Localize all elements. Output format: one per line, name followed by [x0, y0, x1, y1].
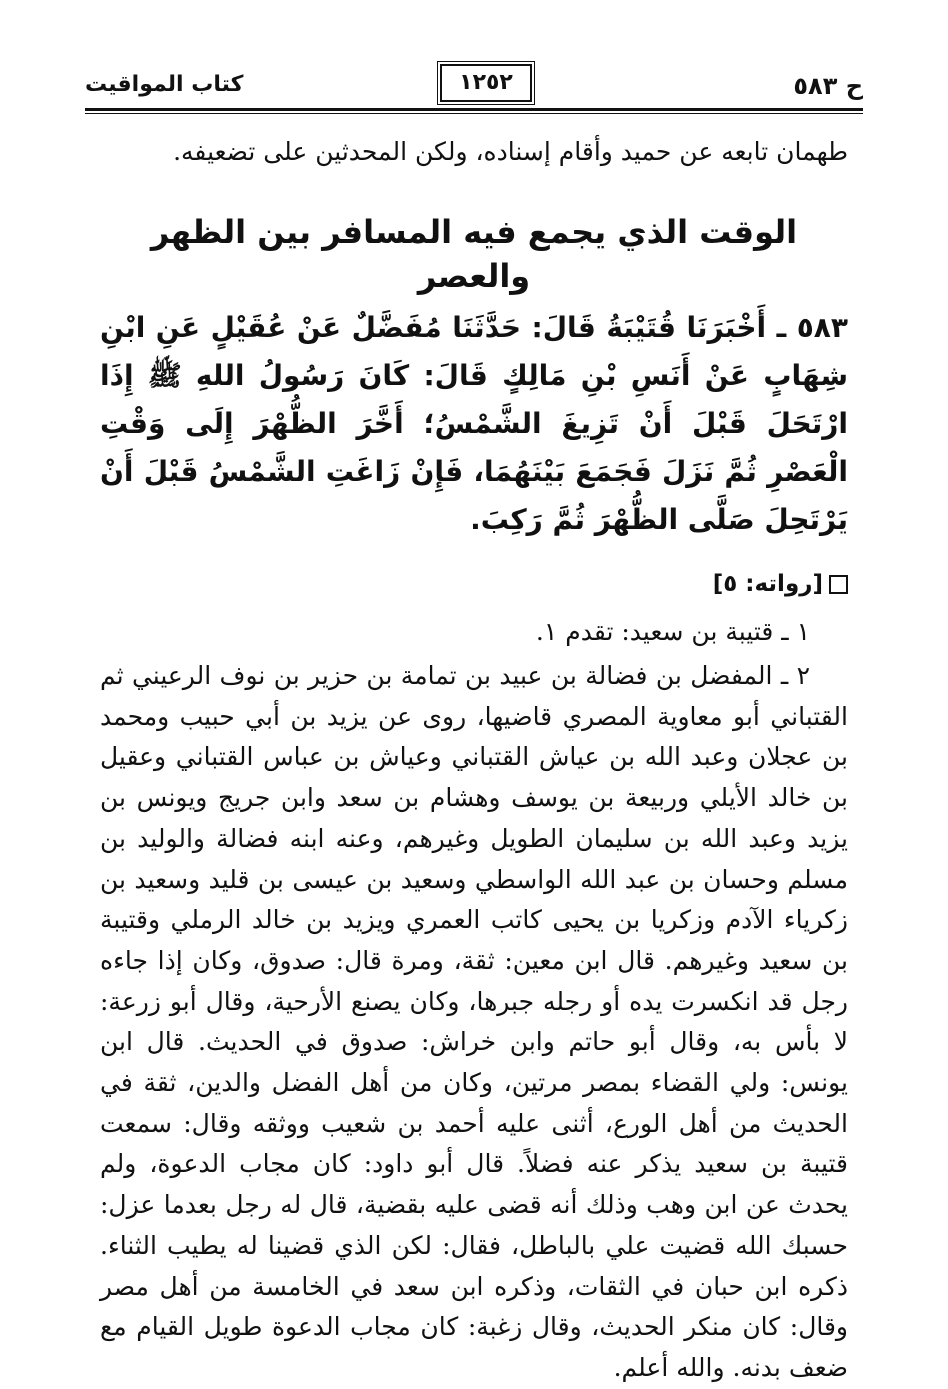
narrators-heading-label: [رواته: ٥]	[712, 571, 823, 597]
section-title: الوقت الذي يجمع فيه المسافر بين الظهر والعصر	[150, 213, 798, 295]
intro-line: طهمان تابعه عن حميد وأقام إسناده، ولكن المحدثين على تضعيفه.	[173, 137, 848, 166]
header-divider	[85, 108, 863, 111]
hadith-reference: ح ٥٨٣	[793, 72, 863, 100]
header-divider-thin	[85, 113, 863, 114]
page-header	[85, 60, 863, 110]
narrator-entry-2: ٢ ـ المفضل بن فضالة بن عبيد بن تمامة بن حزير بن نوف الرعيني ثم القتباني أبو معاوية المصري قاضيها، روى عن يزيد بن أبي حبيب ومحمد بن عجلان وعبد الله بن عياش القتباني وعياش بن عباس القتباني وعقيل بن خالد الأيلي وربيعة بن يوسف وهشام بن سعد وابن جريج ويونس بن يزيد وعبد الله بن سليمان الطويل وغيرهم، وعنه ابنه فضالة والوليد بن مسلم وحسان بن عبد الله الواسطي وسعيد بن عيسى بن قليد وسعيد بن زكرياء الآدم وزكريا بن يحيى كاتب العمري ويزيد بن خالد الرملي وقتيبة بن سعيد وغيرهم. قال ابن معين: ثقة، ومرة قال: صدوق، وكان إذا جاءه رجل قد انكسرت يده أو رجله جبرها، وكان يصنع الأرحية، وقال أبو زرعة: لا بأس به، وقال أبو حاتم وابن خراش: صدوق في الحديث. قال ابن يونس: ولي القضاء بمصر مرتين، وكان من أهل الفضل والدين، ثقة في الحديث من أهل الورع، أثنى عليه أحمد بن شعيب ووثقه وقال: سمعت قتيبة بن سعيد يذكر عنه فضلاً. قال أبو داود: كان مجاب الدعوة، ولم يحدث عن ابن وهب وذلك أنه قضى عليه بقضية، قال له رجل بعدما عزل: حسبك الله قضيت علي بالباطل، فقال: لكن الذي قضينا له يطيب الثناء. ذكره ابن حبان في الثقات، وذكره ابن سعد في الخامسة من أهل مصر وقال: كان منكر الحديث، وقال زغبة: كان مجاب الدعوة طويل القيام مع ضعف بدنه. والله أعلم.	[100, 661, 848, 1382]
narrator-entry-1: ١ ـ قتيبة بن سعيد: تقدم ١.	[535, 617, 810, 646]
page-number: ١٢٥٢	[440, 64, 532, 102]
hadith-text: ٥٨٣ ـ أَخْبَرَنَا قُتَيْبَةُ قَالَ: حَدَّثَنَا مُفَضَّلٌ عَنْ عُقَيْلٍ عَنِ ابْنِ شِهَابٍ عَنْ أَنَسِ بْنِ مَالِكٍ قَالَ: كَانَ رَسُولُ اللهِ ﷺ إِذَا ارْتَحَلَ قَبْلَ أَنْ تَزِيغَ الشَّمْسُ؛ أَخَّرَ الظُّهْرَ إِلَى وَقْتِ الْعَصْرِ ثُمَّ نَزَلَ فَجَمَعَ بَيْنَهُمَا، فَإِنْ زَاغَتِ الشَّمْسُ قَبْلَ أَنْ يَرْتَحِلَ صَلَّى الظُّهْرَ ثُمَّ رَكِبَ.	[100, 311, 848, 536]
page-body	[100, 132, 848, 1389]
square-bullet-icon	[829, 575, 848, 594]
narrators-heading	[100, 566, 848, 602]
book-title: كتاب المواقيت	[85, 72, 244, 97]
